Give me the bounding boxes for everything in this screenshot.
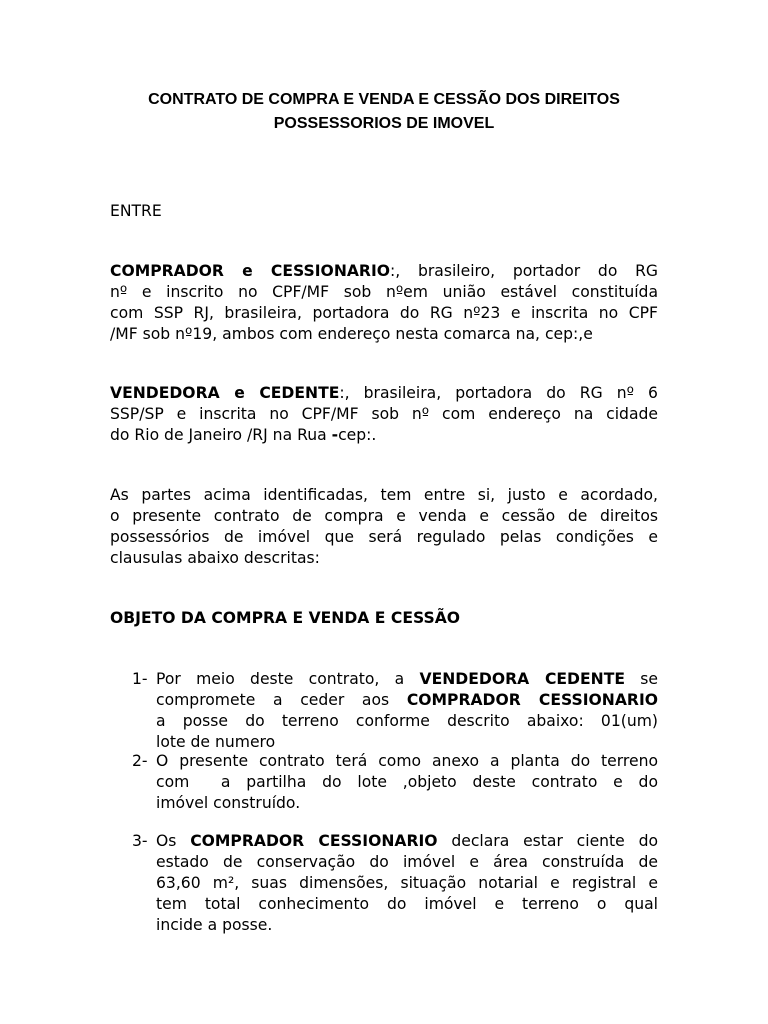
- vendedora-paragraph: [110, 383, 658, 446]
- vendedora-line-1: VENDEDORA e CEDENTE:, brasileira, portadora do RG nº 6: [110, 384, 658, 402]
- comprador-paragraph: [110, 261, 658, 345]
- comprador-label: COMPRADOR e CESSIONARIO: [110, 262, 391, 280]
- vendedora-line-3: do Rio de Janeiro /RJ na Rua -cep:.: [110, 426, 377, 444]
- partes-line-2: o presente contrato de compra e venda e cessão de direitos: [110, 507, 658, 525]
- entre-label: ENTRE: [110, 202, 162, 220]
- comprador-line-1: COMPRADOR e CESSIONARIO:, brasileiro, portador do RG: [110, 262, 658, 280]
- section-heading: OBJETO DA COMPRA E VENDA E CESSÃO: [110, 609, 461, 627]
- list-item: [110, 751, 658, 814]
- item-number: 2-: [132, 752, 148, 770]
- partes-paragraph: [110, 485, 658, 569]
- item-number: 3-: [132, 832, 148, 850]
- list-item: [110, 669, 658, 753]
- item-body: Os COMPRADOR CESSIONARIO declara estar ciente do estado de conservação do imóvel e área construída de 63,60 m², suas dimensões, situação notarial e registral e tem total conhecimento do imóvel e terreno o qual incide a posse.: [156, 832, 658, 934]
- vendedora-line-2: SSP/SP e inscrita no CPF/MF sob nº com endereço na cidade: [110, 405, 658, 423]
- partes-line-4: clausulas abaixo descritas:: [110, 549, 320, 567]
- comprador-line-4: /MF sob nº19, ambos com endereço nesta comarca na, cep:,e: [110, 325, 593, 343]
- document-title: [110, 88, 658, 136]
- title-line-1: CONTRATO DE COMPRA E VENDA E CESSÃO DOS DIREITOS: [148, 91, 620, 108]
- partes-line-1: As partes acima identificadas, tem entre si, justo e acordado,: [110, 486, 658, 504]
- partes-line-3: possessórios de imóvel que será regulado pelas condições e: [110, 528, 658, 546]
- comprador-line-3: com SSP RJ, brasileira, portadora do RG nº23 e inscrita no CPF: [110, 304, 658, 322]
- item-body: O presente contrato terá como anexo a planta do terreno com a partilha do lote ,objeto deste contrato e do imóvel construído.: [156, 752, 658, 812]
- item-body: Por meio deste contrato, a VENDEDORA CEDENTE se compromete a ceder aos COMPRADOR CESSIONARIO a posse do terreno conforme descrito abaixo: 01(um) lote de numero: [156, 670, 658, 751]
- title-line-2: POSSESSORIOS DE IMOVEL: [273, 115, 495, 132]
- item-number: 1-: [132, 670, 148, 688]
- comprador-line-2: nº e inscrito no CPF/MF sob nºem união estável constituída: [110, 283, 658, 301]
- vendedora-label: VENDEDORA e CEDENTE: [110, 384, 340, 402]
- list-item: [110, 831, 658, 936]
